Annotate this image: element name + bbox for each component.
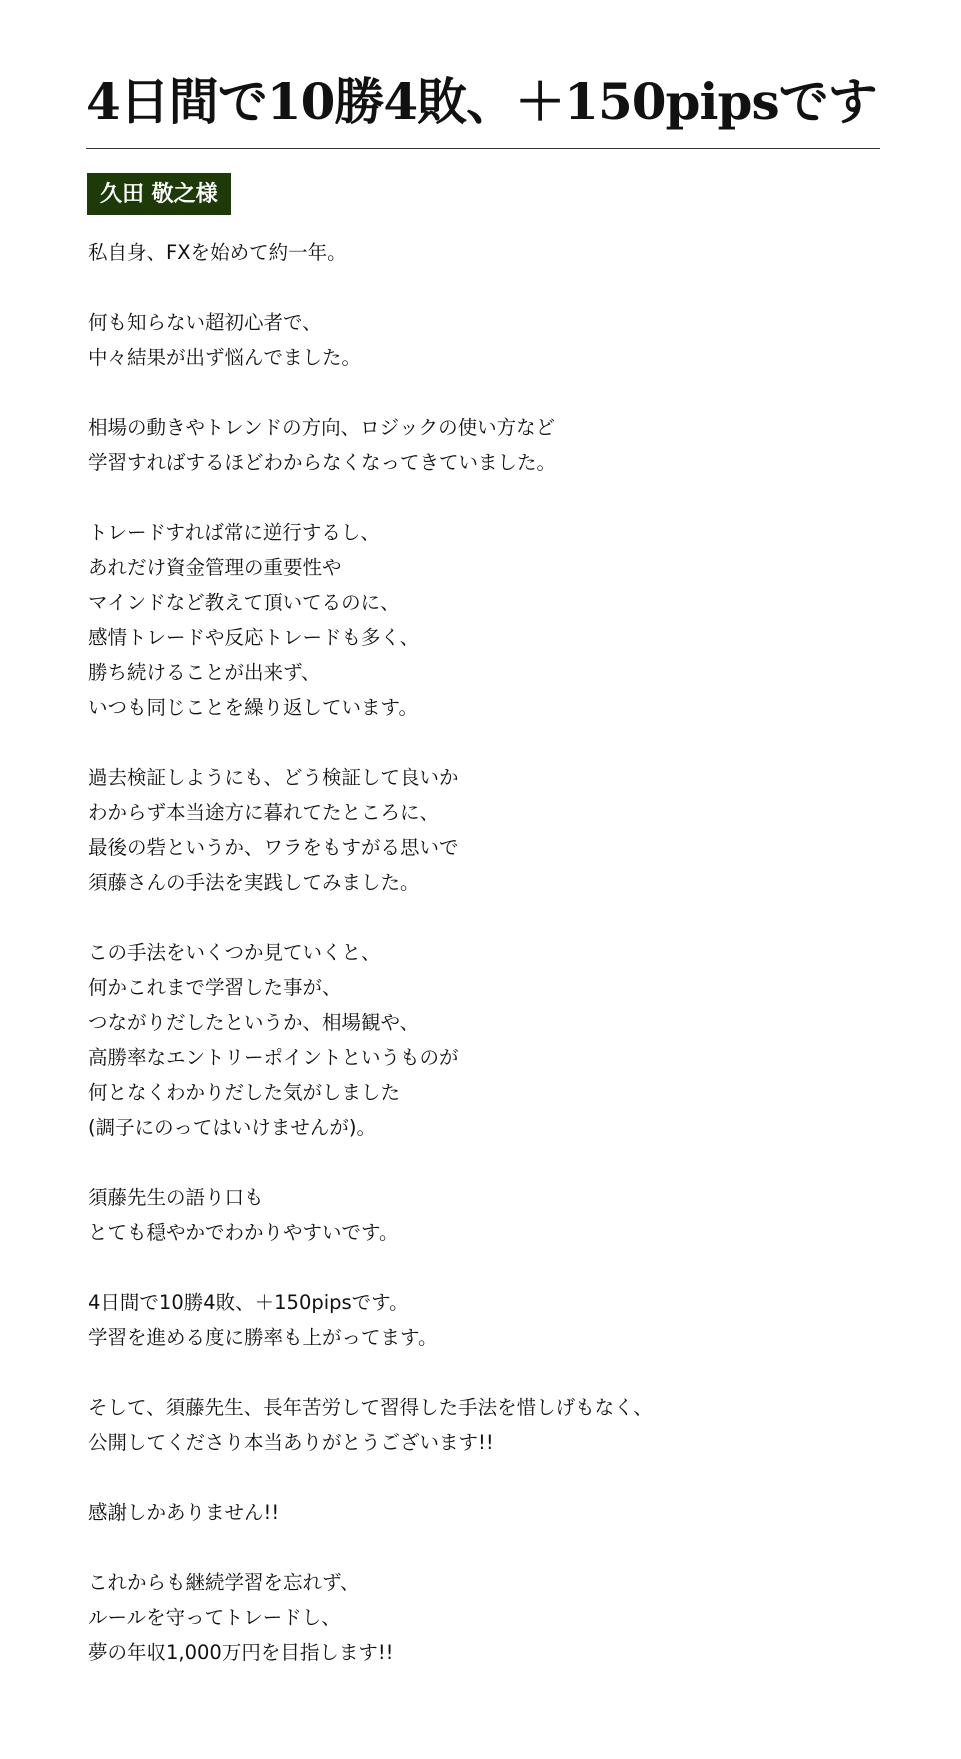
paragraph-line: (調子にのってはいけませんが)。 [88,1116,377,1139]
paragraph [88,1565,880,1670]
paragraph [88,410,880,480]
paragraph-line: わからず本当途方に暮れてたところに、 [88,801,440,824]
author-badge: 久田 敬之様 [87,173,231,215]
paragraph [88,1390,880,1460]
paragraph [88,1495,880,1530]
paragraph-line: 学習すればするほどわからなくなってきていました。 [88,451,557,474]
paragraph-line: 夢の年収1,000万円を目指します!! [88,1641,394,1664]
paragraph-line: とても穏やかでわかりやすいです。 [88,1221,399,1244]
paragraph-line: マインドなど教えて頂いてるのに、 [88,591,400,614]
page-title: 4日間で10勝4敗、＋150pipsです [86,72,877,131]
paragraph-line: そして、須藤先生、長年苦労して習得した手法を惜しげもなく、 [88,1396,653,1419]
testimonial-body [88,235,880,1670]
paragraph-line: つながりだしたというか、相場観や、 [88,1011,420,1034]
title-divider [86,148,880,149]
paragraph-line: 高勝率なエントリーポイントというものが [88,1046,459,1069]
paragraph-line: あれだけ資金管理の重要性や [88,556,342,579]
paragraph [88,515,880,725]
paragraph-line: 公開してくださり本当ありがとうございます!! [88,1431,494,1454]
paragraph-line: 須藤さんの手法を実践してみました。 [88,871,420,894]
paragraph-line: 感情トレードや反応トレードも多く、 [88,626,420,649]
paragraph [88,305,880,375]
paragraph-line: 何かこれまで学習した事が、 [88,976,342,999]
paragraph-line: 須藤先生の語り口も [88,1186,264,1209]
paragraph-line: 4日間で10勝4敗、＋150pipsです。 [88,1291,409,1314]
paragraph-line: 過去検証しようにも、どう検証して良いか [88,766,459,789]
paragraph-line: この手法をいくつか見ていくと、 [88,941,381,964]
paragraph-line: 感謝しかありません!! [88,1501,280,1524]
paragraph [88,235,880,270]
paragraph-line: いつも同じことを繰り返しています。 [88,696,418,719]
paragraph-line: 中々結果が出ず悩んでました。 [88,346,362,369]
paragraph-line: 何となくわかりだした気がしました [88,1081,401,1104]
paragraph [88,760,880,900]
paragraph-line: 私自身、FXを始めて約一年。 [88,241,347,264]
paragraph [88,1285,880,1355]
paragraph-line: 勝ち続けることが出来ず、 [88,661,321,684]
testimonial-article [86,0,880,1670]
paragraph-line: 学習を進める度に勝率も上がってます。 [88,1326,438,1349]
paragraph-line: これからも継続学習を忘れず、 [88,1571,360,1594]
paragraph-line: 相場の動きやトレンドの方向、ロジックの使い方など [88,416,556,439]
paragraph [88,1180,880,1250]
paragraph-line: 何も知らない超初心者で、 [88,311,322,334]
paragraph [88,935,880,1145]
paragraph-line: 最後の砦というか、ワラをもすがる思いで [88,836,459,859]
paragraph-line: トレードすれば常に逆行するし、 [88,521,380,544]
paragraph-line: ルールを守ってトレードし、 [88,1606,341,1629]
